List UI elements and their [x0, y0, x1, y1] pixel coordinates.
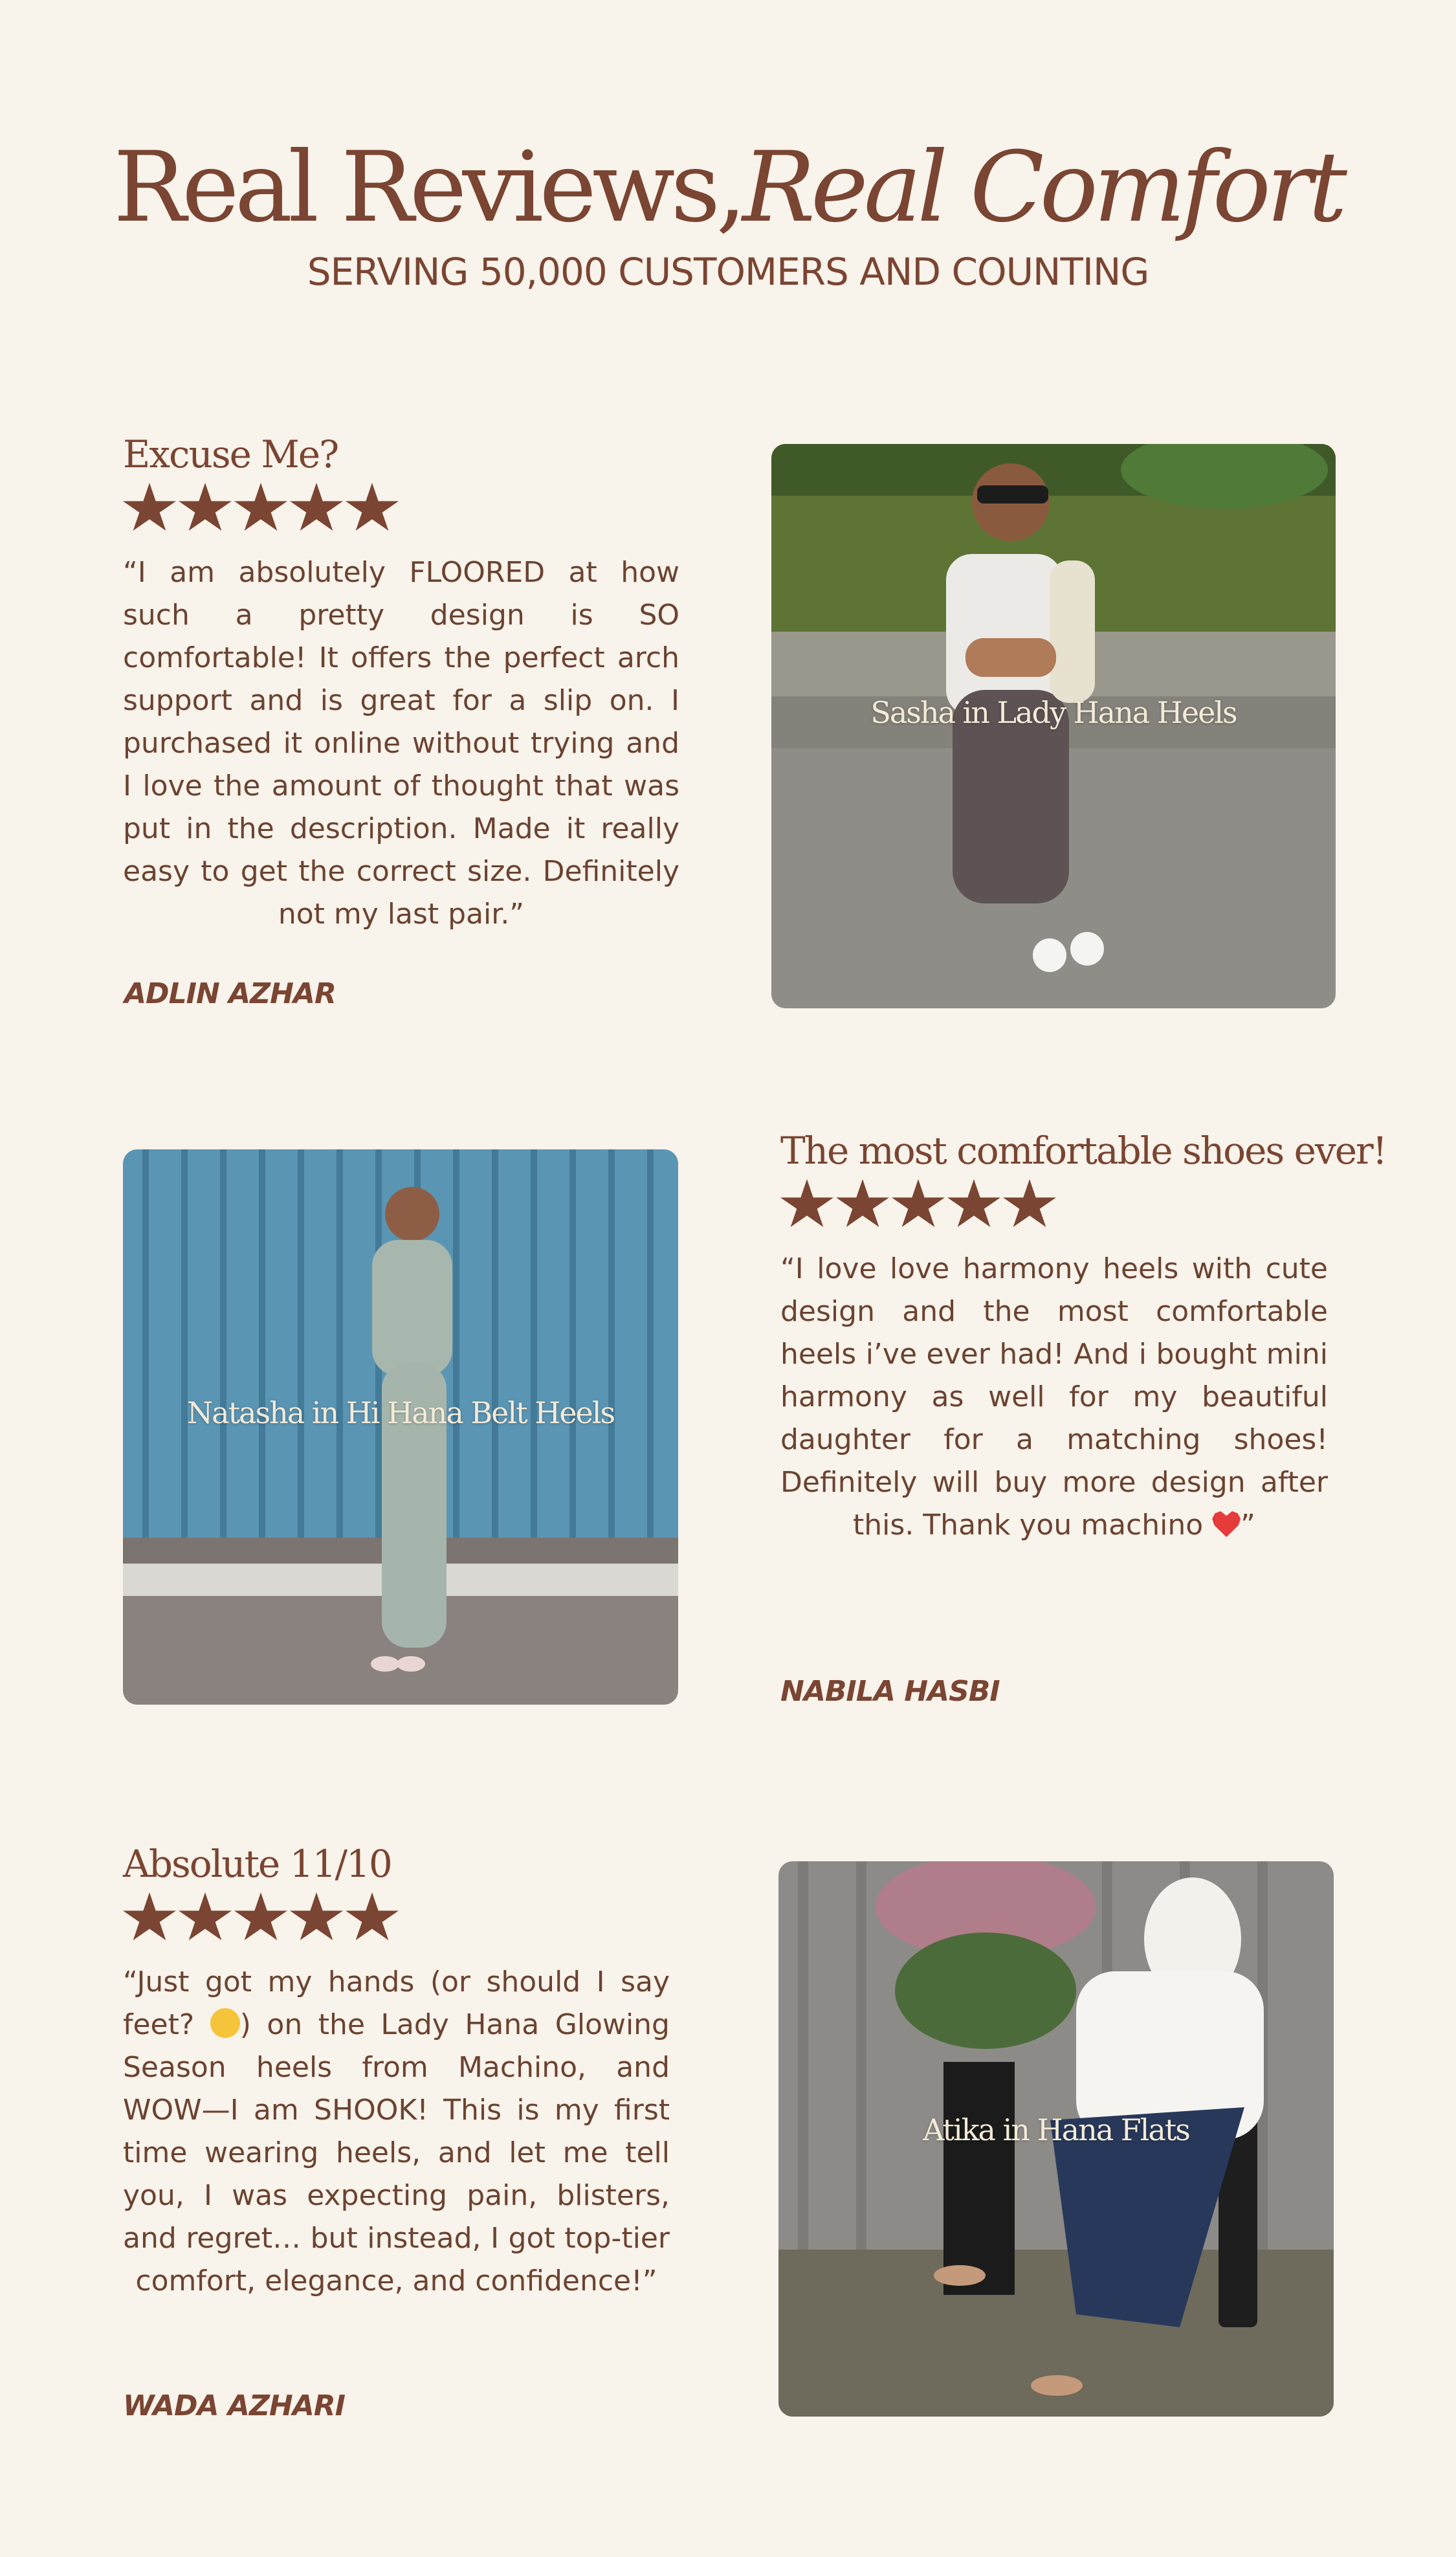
review-photo-3 [778, 1861, 1334, 2417]
review-quote: “I am absolutely FLOORED at how such a pretty design is SO comfortable! It offers the perfect arch support and is great for a slip on. I purchased it online without trying and I love the amount of thought that was put in the description. Made it really easy to get the correct size. Definitely not my last pair.” [123, 556, 679, 931]
review-author: NABILA HASBI [780, 1675, 1000, 1708]
title-italic: Real Comfort [742, 131, 1343, 244]
star-rating [780, 1179, 1328, 1231]
review-card-1 [123, 432, 679, 936]
page-subtitle: SERVING 50,000 CUSTOMERS AND COUNTING [307, 250, 1149, 294]
star-icon [234, 1892, 287, 1944]
star-icon [836, 1179, 889, 1231]
star-icon [892, 1179, 945, 1231]
grinning-squinting-face-emoji-icon [210, 2008, 240, 2038]
review-photo-1 [771, 444, 1336, 1008]
review-quote-text: “I love love harmony heels with cute design and the most comfortable heels i’ve ever had! And i bought mini harmony as well for my beautiful daughter for a matching shoes! Definitely will buy more design after this. Thank you machino [780, 1252, 1328, 1542]
title-regular: Real Reviews, [113, 131, 743, 244]
review-photo-2 [123, 1149, 678, 1705]
review-title: Excuse Me? [123, 432, 338, 476]
review-title: The most comfortable shoes ever! [780, 1129, 1387, 1173]
star-rating [123, 483, 679, 535]
review-author: WADA AZHARI [123, 2389, 345, 2422]
review-title: Absolute 11/10 [123, 1842, 392, 1886]
star-icon [179, 1892, 232, 1944]
review-quote-end: ” [1241, 1509, 1255, 1542]
photo-caption: Atika in Hana Flats [923, 2112, 1189, 2147]
review-card-3 [123, 1842, 670, 2303]
review-quote-text: ) on the Lady Hana Glowing Season heels from Machino, and WOW—I am SHOOK! This is my first time wearing heels, and let me tell you, I was expecting pain, blisters, and regret… but instead, I got top-tier comfort, elegance, and confidence!” [123, 2008, 670, 2297]
review-card-2 [780, 1129, 1387, 1547]
star-icon [1003, 1179, 1056, 1231]
star-icon [234, 483, 287, 535]
star-icon [179, 483, 232, 535]
review-author: ADLIN AZHAR [124, 977, 336, 1010]
review-quote-start: “Just got my hands (or should I say feet? [123, 1965, 670, 2041]
review-quote [780, 1248, 1328, 1547]
star-icon [346, 1892, 399, 1944]
star-icon [290, 1892, 343, 1944]
red-heart-emoji-icon [1212, 1511, 1241, 1537]
page-header [0, 129, 1456, 294]
star-rating [123, 1892, 670, 1944]
photo-caption: Sasha in Lady Hana Heels [870, 695, 1237, 730]
star-icon [290, 483, 343, 535]
review-quote [123, 1961, 670, 2303]
star-icon [123, 483, 176, 535]
star-icon [123, 1892, 176, 1944]
star-icon [780, 1179, 833, 1231]
star-icon [947, 1179, 1000, 1231]
page-title [0, 129, 1456, 246]
star-icon [346, 483, 399, 535]
photo-caption: Natasha in Hi Hana Belt Heels [186, 1395, 615, 1430]
